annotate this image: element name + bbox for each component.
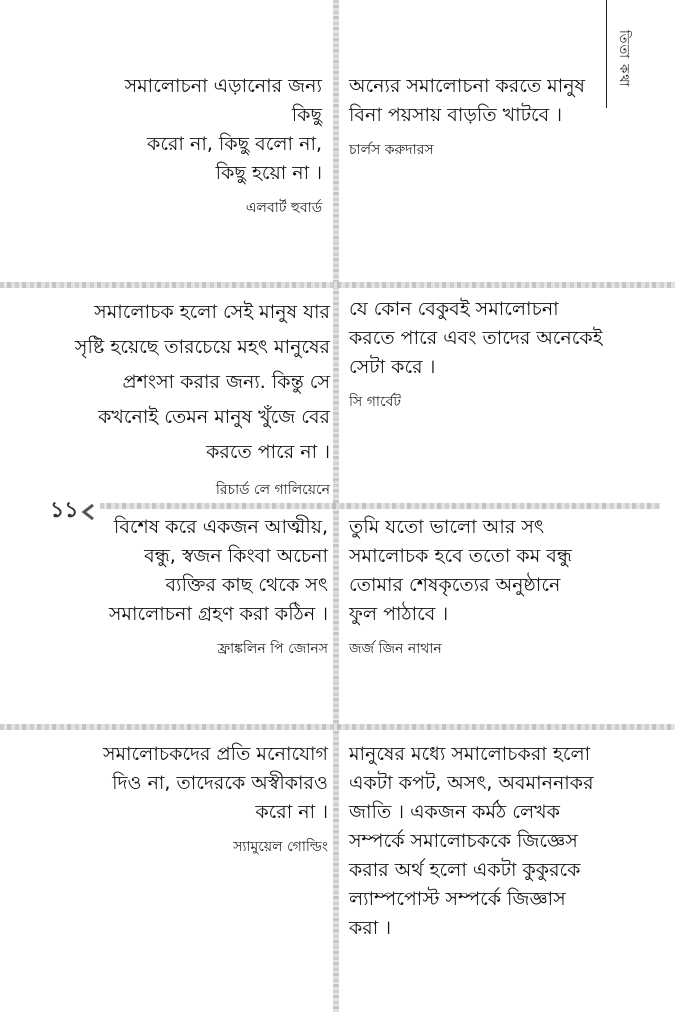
header-rule [606, 0, 607, 108]
quote-text: অন্যের সমালোচনা করতে মানুষ বিনা পয়সায় বাড়তি খাটবে । [349, 75, 586, 126]
horizontal-torn-divider [0, 724, 675, 730]
quote-author: ফ্রাঙ্কলিন পি জোনস [217, 641, 328, 657]
quote-block [349, 513, 609, 659]
quote-author: জর্জ জিন নাথান [349, 641, 442, 657]
quote-author: চার্লস করুদারস [349, 142, 434, 158]
quote-block [90, 740, 328, 857]
quote-text: মানুষের মধ্যে সমালোচকরা হলো একটা কপট, অসৎ, অবমাননাকর জাতি । একজন কর্মঠ লেখক সম্পর্কে সমালোচককে জিজ্ঞেস করার অর্থ হলো একটা কুকুরকে ল্যাম্পপোস্ট সম্পর্কে জিজ্ঞাস করা । [349, 743, 594, 939]
quote-author: এলবার্ট হুবার্ড [245, 200, 322, 216]
quote-text: সমালোচক হলো সেই মানুষ যার সৃষ্টি হয়েছে তারচেয়ে মহৎ মানুষের প্রশংসা করার জন্য. কিন্তু সে কখনোই তেমন মানুষ খুঁজে বের করতে পারে না । [74, 301, 330, 463]
horizontal-torn-divider [100, 503, 660, 509]
quote-author: সি গার্বেট [349, 394, 401, 410]
running-title: তিতা কথা [616, 30, 631, 88]
quote-text: তুমি যতো ভালো আর সৎ সমালোচক হবে ততো কম বন্ধু তোমার শেষকৃত্যের অনুষ্ঠানে ফুল পাঠাবে । [349, 516, 572, 625]
page-number-text: ১১ [50, 498, 79, 523]
quote-text: সমালোচকদের প্রতি মনোযোগ দিও না, তাদেরকে অস্বীকারও করো না । [102, 743, 328, 823]
quote-text: যে কোন বেকুবই সমালোচনা করতে পারে এবং তাদের অনেকেই সেটা করে । [349, 298, 603, 378]
quote-text: সমালোচনা এড়ানোর জন্য কিছু করো না, কিছু বলো না, কিছু হয়ো না । [124, 75, 322, 184]
quote-block [349, 72, 599, 160]
horizontal-torn-divider [0, 282, 675, 288]
quote-block [349, 740, 609, 943]
quote-block [349, 295, 609, 412]
quote-block [70, 295, 330, 500]
quote-block [90, 513, 328, 659]
quote-text: বিশেষ করে একজন আত্মীয়, বন্ধু, স্বজন কিংবা অচেনা ব্যক্তির কাছ থেকে সৎ সমালোচনা গ্রহণ করা কঠিন । [108, 516, 328, 625]
quote-author: স্যামুয়েল গোল্ডিং [233, 839, 328, 855]
quote-author: রিচার্ড লে গালিয়েনে [215, 482, 330, 498]
quote-block [90, 72, 322, 218]
